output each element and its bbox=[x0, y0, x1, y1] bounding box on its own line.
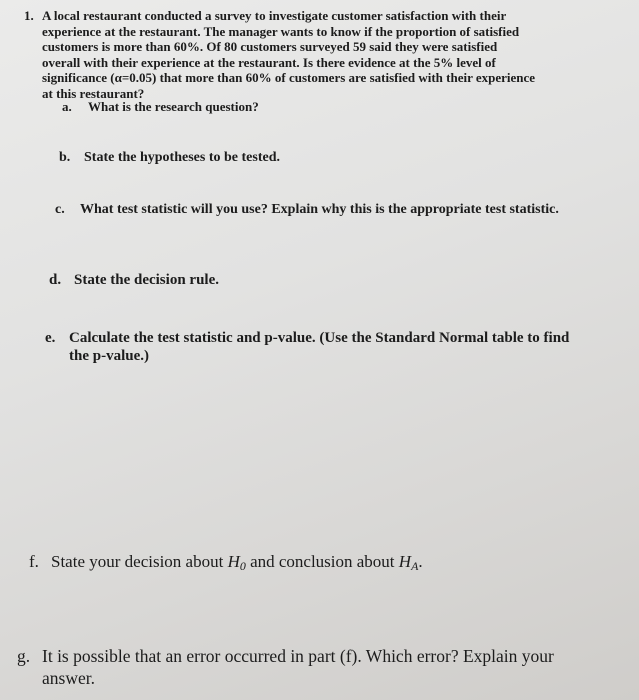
prompt-line: significance (α=0.05) that more than 60% of customers are satisfied with their experience bbox=[42, 70, 536, 86]
part-a bbox=[62, 99, 259, 115]
part-e-label: e. bbox=[45, 330, 56, 346]
part-c bbox=[55, 202, 559, 218]
prompt-line: experience at the restaurant. The manager wants to know if the proportion of satisfied bbox=[42, 23, 520, 39]
prompt-line: customers is more than 60%. Of 80 customers surveyed 59 said they were satisfied bbox=[42, 39, 498, 55]
part-b-text: State the hypotheses to be tested. bbox=[84, 150, 280, 165]
part-c-text: What test statistic will you use? Explain why this is the appropriate test statistic. bbox=[80, 202, 559, 217]
part-e bbox=[45, 329, 569, 365]
part-e-instruction-cont: the p-value.) bbox=[69, 348, 149, 364]
prompt-line: overall with their experience at the restaurant. Is there evidence at the 5% level of bbox=[42, 54, 496, 70]
part-f-label: f. bbox=[29, 552, 39, 571]
part-f bbox=[29, 552, 423, 574]
part-g-line-2: answer. bbox=[42, 668, 95, 688]
question-number: 1. bbox=[24, 8, 34, 23]
part-g-line-1: It is possible that an error occurred in part (f). Which error? Explain your bbox=[42, 646, 554, 666]
prompt-line: at this restaurant? bbox=[42, 85, 145, 101]
part-a-text: What is the research question? bbox=[88, 99, 259, 114]
part-b bbox=[59, 150, 280, 166]
part-e-text: Calculate the test statistic and p-value. bbox=[69, 330, 316, 346]
part-g bbox=[17, 645, 554, 689]
part-a-label: a. bbox=[62, 99, 72, 114]
prompt-line: A local restaurant conducted a survey to investigate customer satisfaction with their bbox=[42, 8, 507, 23]
part-c-label: c. bbox=[55, 202, 65, 217]
part-f-text-3: . bbox=[418, 552, 423, 571]
part-g-label: g. bbox=[17, 646, 31, 666]
part-d bbox=[49, 272, 219, 289]
h0-symbol: $H_0$ bbox=[227, 552, 246, 573]
question-prompt bbox=[42, 8, 632, 102]
part-d-label: d. bbox=[49, 272, 62, 288]
part-d-text: State the decision rule. bbox=[74, 272, 219, 288]
part-e-line-1 bbox=[69, 329, 569, 347]
ha-symbol: $H_A$ bbox=[398, 552, 419, 573]
part-f-text-2: and conclusion about bbox=[250, 552, 395, 571]
part-e-instruction: (Use the Standard Normal table to find bbox=[319, 330, 570, 346]
part-f-text-1: State your decision about bbox=[51, 552, 224, 571]
part-b-label: b. bbox=[59, 150, 71, 165]
